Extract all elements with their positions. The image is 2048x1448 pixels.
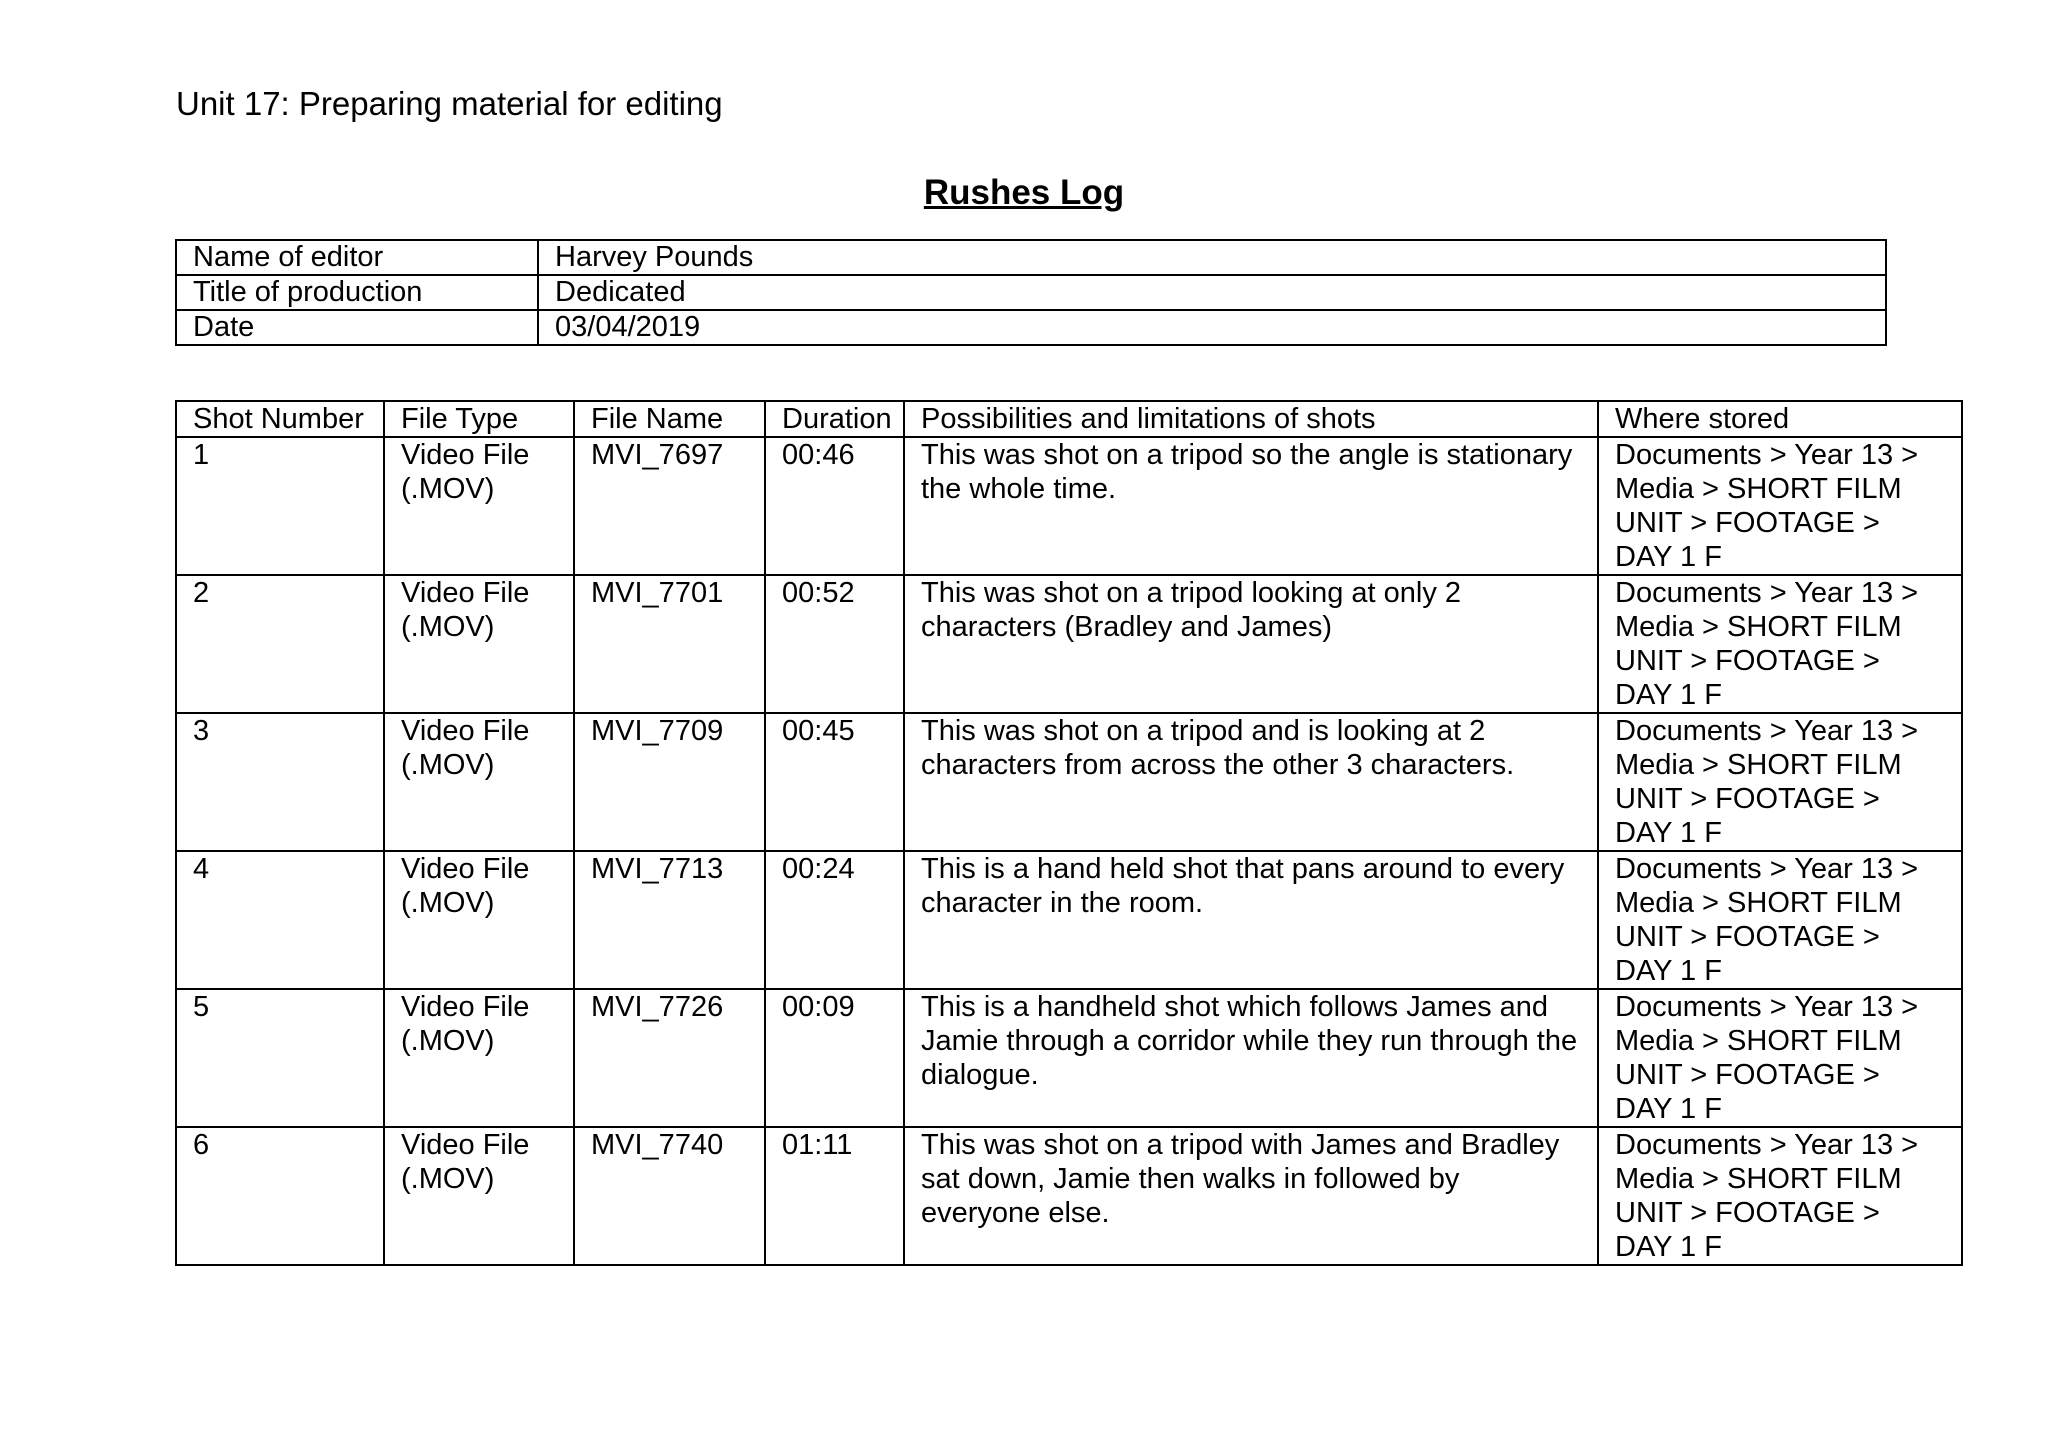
storage-path-line: DAY 1 F bbox=[1615, 955, 1722, 987]
storage-path-line: Documents > Year 13 > bbox=[1615, 715, 1919, 747]
shot-number: 6 bbox=[176, 1127, 384, 1265]
table-row bbox=[176, 575, 1962, 713]
storage-path-line: UNIT > FOOTAGE > bbox=[1615, 507, 1880, 539]
shot-description: This was shot on a tripod and is looking at 2 characters from across the other 3 characters. bbox=[904, 713, 1598, 851]
shot-description: This was shot on a tripod so the angle is stationary the whole time. bbox=[904, 437, 1598, 575]
duration: 00:46 bbox=[765, 437, 904, 575]
storage-path bbox=[1598, 851, 1962, 989]
storage-path-line: Media > SHORT FILM bbox=[1615, 749, 1902, 781]
file-type-extension: (.MOV) bbox=[401, 749, 495, 781]
production-label: Title of production bbox=[176, 275, 538, 310]
date-row bbox=[176, 310, 1886, 345]
date-label: Date bbox=[176, 310, 538, 345]
file-type-extension: (.MOV) bbox=[401, 887, 495, 919]
storage-path-line: DAY 1 F bbox=[1615, 541, 1722, 573]
storage-path bbox=[1598, 575, 1962, 713]
file-name: MVI_7697 bbox=[574, 437, 765, 575]
column-header-possibilities: Possibilities and limitations of shots bbox=[904, 401, 1598, 437]
storage-path-line: UNIT > FOOTAGE > bbox=[1615, 1197, 1880, 1229]
shot-number: 2 bbox=[176, 575, 384, 713]
column-header-shot-number: Shot Number bbox=[176, 401, 384, 437]
storage-path-line: Documents > Year 13 > bbox=[1615, 1129, 1919, 1161]
file-type bbox=[384, 989, 574, 1127]
rushes-log-table bbox=[175, 400, 1963, 1266]
file-type bbox=[384, 1127, 574, 1265]
file-type-line: Video File bbox=[401, 991, 530, 1023]
file-type-line: Video File bbox=[401, 853, 530, 885]
storage-path bbox=[1598, 713, 1962, 851]
storage-path-line: UNIT > FOOTAGE > bbox=[1615, 645, 1880, 677]
file-type-extension: (.MOV) bbox=[401, 473, 495, 505]
file-type bbox=[384, 575, 574, 713]
table-row bbox=[176, 1127, 1962, 1265]
file-type-extension: (.MOV) bbox=[401, 1163, 495, 1195]
shot-description: This is a handheld shot which follows James and Jamie through a corridor while they run through the dialogue. bbox=[904, 989, 1598, 1127]
column-header-file-name: File Name bbox=[574, 401, 765, 437]
production-value: Dedicated bbox=[538, 275, 1886, 310]
unit-heading: Unit 17: Preparing material for editing bbox=[176, 85, 723, 122]
storage-path-line: Documents > Year 13 > bbox=[1615, 853, 1919, 885]
file-name: MVI_7740 bbox=[574, 1127, 765, 1265]
duration: 00:45 bbox=[765, 713, 904, 851]
column-header-duration: Duration bbox=[765, 401, 904, 437]
duration: 00:24 bbox=[765, 851, 904, 989]
file-type bbox=[384, 713, 574, 851]
table-row bbox=[176, 989, 1962, 1127]
file-type-line: Video File bbox=[401, 577, 530, 609]
duration: 00:09 bbox=[765, 989, 904, 1127]
shot-number: 3 bbox=[176, 713, 384, 851]
file-name: MVI_7701 bbox=[574, 575, 765, 713]
storage-path-line: DAY 1 F bbox=[1615, 817, 1722, 849]
date-value: 03/04/2019 bbox=[538, 310, 1886, 345]
column-header-where-stored: Where stored bbox=[1598, 401, 1962, 437]
storage-path-line: UNIT > FOOTAGE > bbox=[1615, 921, 1880, 953]
editor-label: Name of editor bbox=[176, 240, 538, 275]
table-row bbox=[176, 851, 1962, 989]
shot-number: 1 bbox=[176, 437, 384, 575]
table-row bbox=[176, 713, 1962, 851]
storage-path-line: DAY 1 F bbox=[1615, 1231, 1722, 1263]
production-info-table bbox=[175, 239, 1887, 346]
shot-description: This was shot on a tripod with James and Bradley sat down, Jamie then walks in followed by everyone else. bbox=[904, 1127, 1598, 1265]
editor-row bbox=[176, 240, 1886, 275]
production-row bbox=[176, 275, 1886, 310]
storage-path bbox=[1598, 989, 1962, 1127]
file-type-line: Video File bbox=[401, 1129, 530, 1161]
shot-number: 5 bbox=[176, 989, 384, 1127]
storage-path-line: UNIT > FOOTAGE > bbox=[1615, 1059, 1880, 1091]
storage-path-line: DAY 1 F bbox=[1615, 679, 1722, 711]
storage-path-line: Media > SHORT FILM bbox=[1615, 611, 1902, 643]
column-header-file-type: File Type bbox=[384, 401, 574, 437]
editor-value: Harvey Pounds bbox=[538, 240, 1886, 275]
storage-path-line: UNIT > FOOTAGE > bbox=[1615, 783, 1880, 815]
table-row bbox=[176, 437, 1962, 575]
storage-path-line: Media > SHORT FILM bbox=[1615, 1163, 1902, 1195]
table-header-row bbox=[176, 401, 1962, 437]
file-type bbox=[384, 437, 574, 575]
storage-path-line: Media > SHORT FILM bbox=[1615, 473, 1902, 505]
file-type-extension: (.MOV) bbox=[401, 1025, 495, 1057]
file-type-extension: (.MOV) bbox=[401, 611, 495, 643]
file-name: MVI_7726 bbox=[574, 989, 765, 1127]
storage-path-line: DAY 1 F bbox=[1615, 1093, 1722, 1125]
shot-description: This is a hand held shot that pans around to every character in the room. bbox=[904, 851, 1598, 989]
file-type-line: Video File bbox=[401, 715, 530, 747]
storage-path bbox=[1598, 437, 1962, 575]
file-name: MVI_7709 bbox=[574, 713, 765, 851]
storage-path-line: Documents > Year 13 > bbox=[1615, 577, 1919, 609]
storage-path-line: Documents > Year 13 > bbox=[1615, 991, 1919, 1023]
storage-path-line: Documents > Year 13 > bbox=[1615, 439, 1919, 471]
file-name: MVI_7713 bbox=[574, 851, 765, 989]
storage-path-line: Media > SHORT FILM bbox=[1615, 1025, 1902, 1057]
shot-number: 4 bbox=[176, 851, 384, 989]
file-type-line: Video File bbox=[401, 439, 530, 471]
storage-path bbox=[1598, 1127, 1962, 1265]
shot-description: This was shot on a tripod looking at only 2 characters (Bradley and James) bbox=[904, 575, 1598, 713]
document-title: Rushes Log bbox=[923, 173, 1125, 212]
duration: 01:11 bbox=[765, 1127, 904, 1265]
file-type bbox=[384, 851, 574, 989]
duration: 00:52 bbox=[765, 575, 904, 713]
storage-path-line: Media > SHORT FILM bbox=[1615, 887, 1902, 919]
